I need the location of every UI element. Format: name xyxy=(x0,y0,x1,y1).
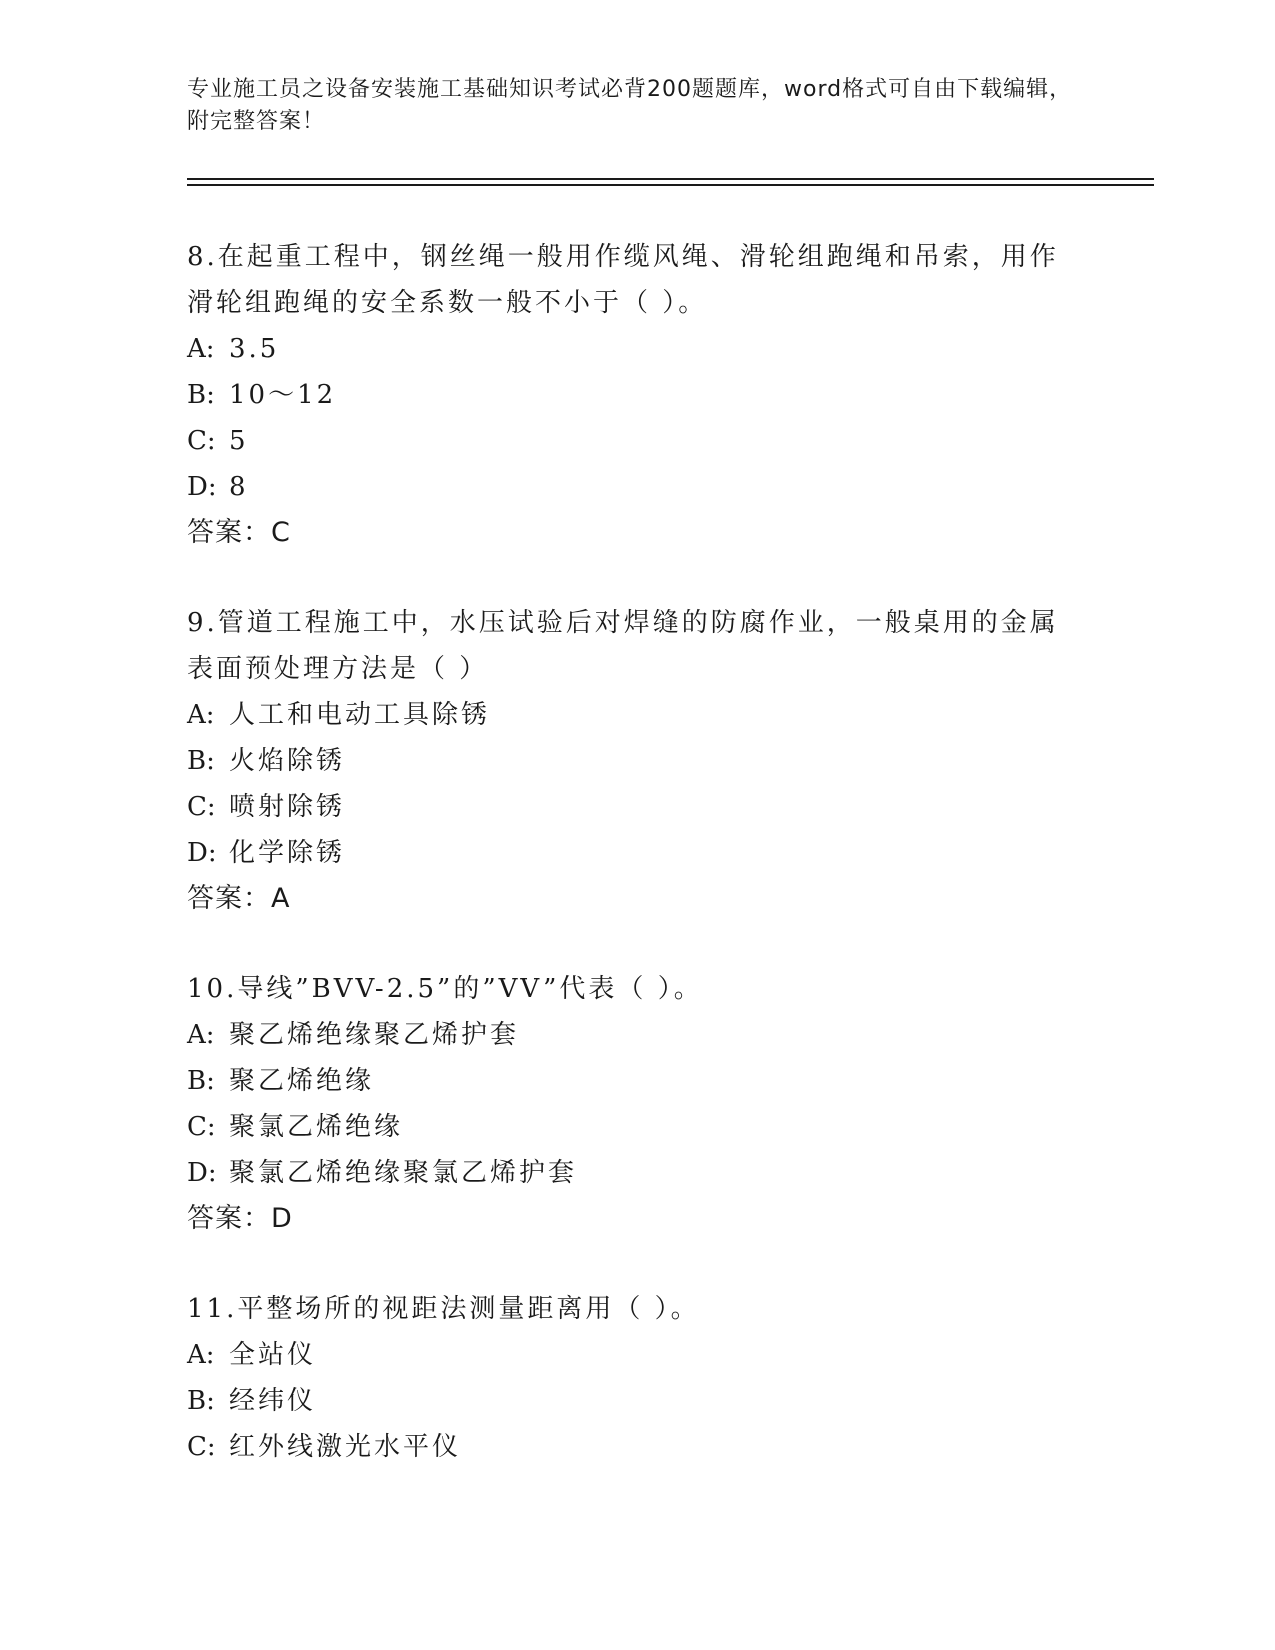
question-11 xyxy=(187,1286,1087,1470)
option-text: 红外线激光水平仪 xyxy=(229,1432,462,1462)
option-text: 10～12 xyxy=(229,380,337,410)
option-letter: C: xyxy=(187,1432,216,1462)
option-text: 全站仪 xyxy=(229,1340,317,1370)
option-a xyxy=(187,326,1087,372)
option-c xyxy=(187,1104,1087,1150)
option-letter: B: xyxy=(187,1386,215,1416)
answer-line: 答案：A xyxy=(187,883,291,914)
option-c xyxy=(187,1424,1087,1470)
option-text: 3.5 xyxy=(229,334,280,364)
option-text: 人工和电动工具除锈 xyxy=(229,700,491,730)
option-b xyxy=(187,1058,1087,1104)
option-letter: A: xyxy=(187,700,215,730)
option-letter: C: xyxy=(187,1112,216,1142)
option-a xyxy=(187,1012,1087,1058)
option-text: 8 xyxy=(229,472,249,502)
option-letter: B: xyxy=(187,746,215,776)
document-header: 专业施工员之设备安装施工基础知识考试必背200题题库，word格式可自由下载编辑，附完整答案！ xyxy=(187,77,1073,134)
option-c xyxy=(187,784,1087,830)
option-letter: D: xyxy=(187,472,217,502)
option-text: 喷射除锈 xyxy=(229,792,346,822)
option-text: 聚氯乙烯绝缘聚氯乙烯护套 xyxy=(229,1158,578,1188)
option-letter: C: xyxy=(187,426,216,456)
option-d xyxy=(187,830,1087,876)
question-stem: 11.平整场所的视距法测量距离用（ ）。 xyxy=(187,1294,700,1324)
question-stem: 8.在起重工程中，钢丝绳一般用作缆风绳、滑轮组跑绳和吊索，用作滑轮组跑绳的安全系数一般不小于（ ）。 xyxy=(187,242,1059,318)
option-text: 经纬仪 xyxy=(229,1386,317,1416)
question-10 xyxy=(187,966,1087,1242)
option-letter: B: xyxy=(187,380,215,410)
option-d xyxy=(187,464,1087,510)
option-letter: D: xyxy=(187,838,217,868)
option-letter: A: xyxy=(187,334,215,364)
option-text: 聚乙烯绝缘聚乙烯护套 xyxy=(229,1020,520,1050)
question-stem: 10.导线”BVV-2.5”的”VV”代表（ ）。 xyxy=(187,974,703,1004)
option-a xyxy=(187,692,1087,738)
option-b xyxy=(187,1378,1087,1424)
option-text: 5 xyxy=(229,426,249,456)
question-9 xyxy=(187,600,1087,922)
option-b xyxy=(187,372,1087,418)
option-a xyxy=(187,1332,1087,1378)
option-text: 火焰除锈 xyxy=(229,746,346,776)
question-8 xyxy=(187,234,1087,556)
header-divider-bottom xyxy=(187,184,1154,186)
answer-line: 答案：C xyxy=(187,517,291,548)
option-letter: A: xyxy=(187,1340,215,1370)
header-divider-top xyxy=(187,178,1154,180)
option-text: 聚乙烯绝缘 xyxy=(229,1066,375,1096)
option-letter: A: xyxy=(187,1020,215,1050)
option-letter: B: xyxy=(187,1066,215,1096)
answer-line: 答案：D xyxy=(187,1203,293,1234)
option-text: 化学除锈 xyxy=(229,838,346,868)
option-d xyxy=(187,1150,1087,1196)
option-b xyxy=(187,738,1087,784)
question-stem: 9.管道工程施工中，水压试验后对焊缝的防腐作业，一般桌用的金属表面预处理方法是（ ） xyxy=(187,608,1059,684)
option-letter: C: xyxy=(187,792,216,822)
option-text: 聚氯乙烯绝缘 xyxy=(229,1112,404,1142)
option-letter: D: xyxy=(187,1158,217,1188)
option-c xyxy=(187,418,1087,464)
